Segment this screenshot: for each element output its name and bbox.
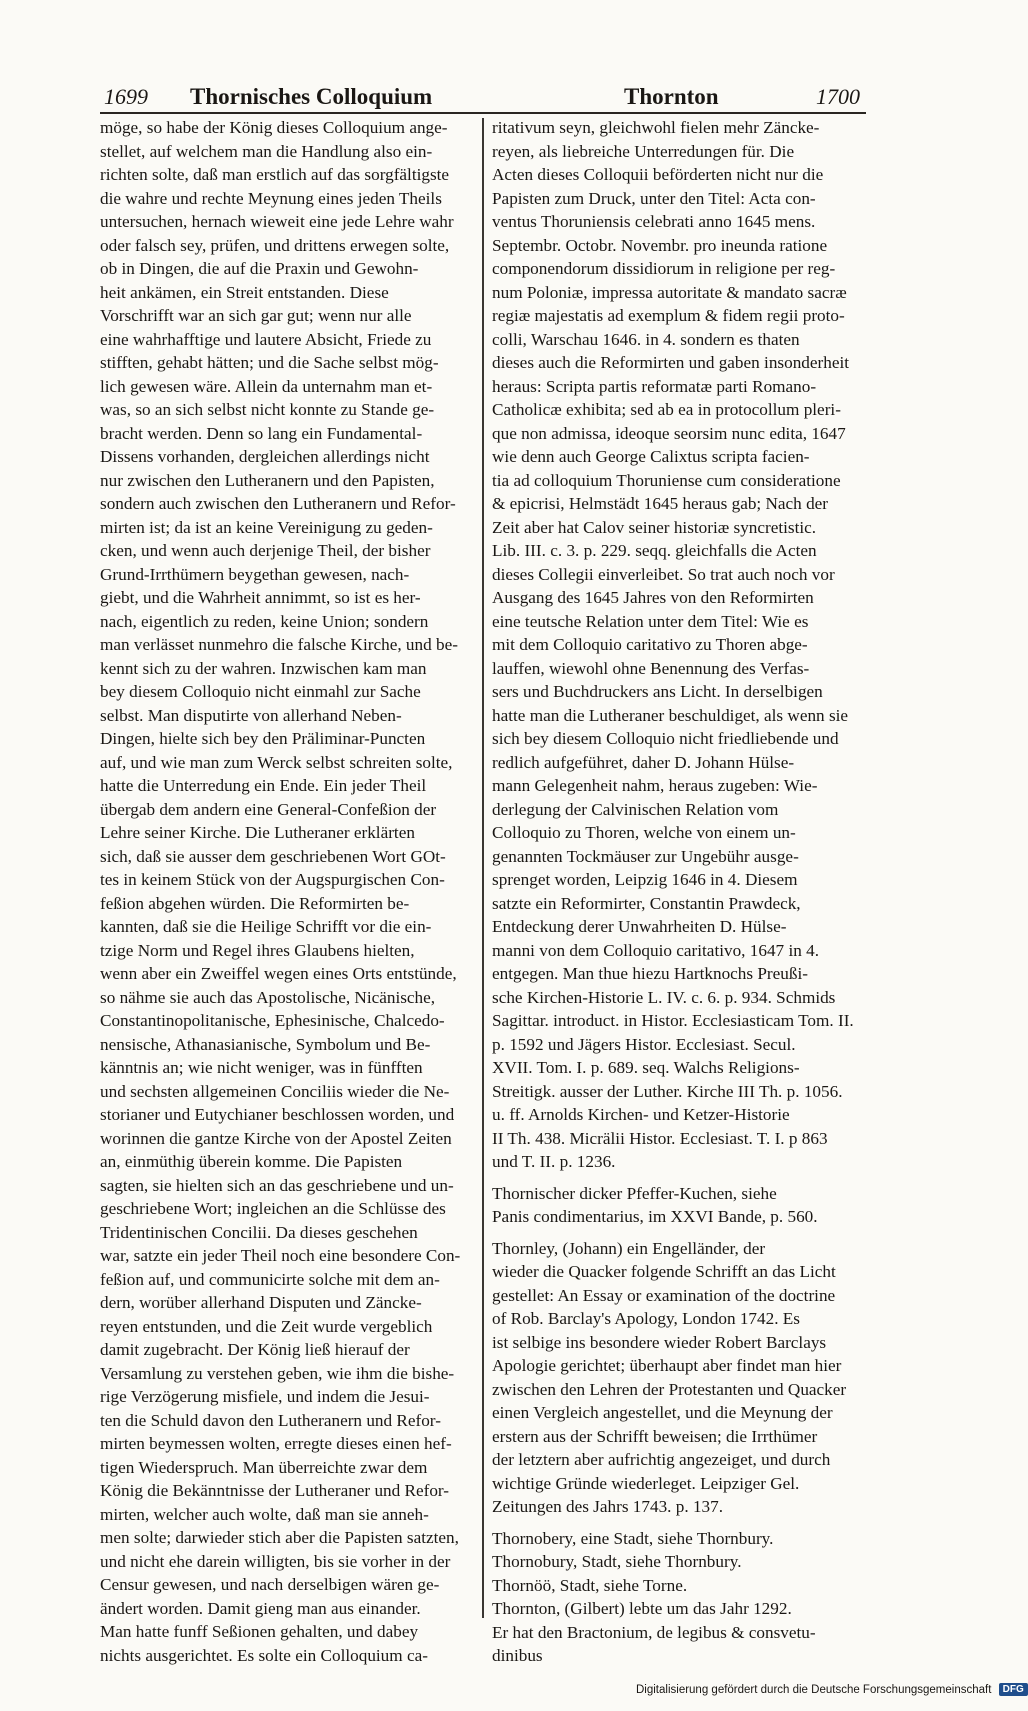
text-line: Thornischer dicker Pfeffer-Kuchen, siehe <box>492 1183 777 1203</box>
text-line: sich, daß sie ausser dem geschriebenen Wort GOt- <box>100 846 446 866</box>
text-line: giebt, und die Wahrheit annimmt, so ist es her- <box>100 588 421 607</box>
text-line: Dingen, hielte sich bey den Präliminar-Puncten <box>100 729 426 748</box>
text-line: Catholicæ exhibita; sed ab ea in protocollum pleri- <box>492 400 841 419</box>
text-line: tigen Wiederspruch. Man überreichte zwar dem <box>100 1457 428 1477</box>
credit-text: Digitalisierung gefördert durch die Deutsche Forschungsgemeinschaft <box>636 1683 992 1696</box>
text-line: ist selbige ins besondere wieder Robert Barclays <box>492 1332 827 1352</box>
text-line: damit zugebracht. Der König ließ hierauf der <box>100 1340 410 1359</box>
text-line: rige Verzögerung misfiele, und indem die Jesui- <box>100 1387 430 1406</box>
text-line: cken, und wenn auch derjenige Theil, der bisher <box>100 541 431 560</box>
text-line: kannten, daß sie die Heilige Schrifft vor die ein- <box>100 917 432 936</box>
text-line: nichts ausgerichtet. Es solte ein Colloquium ca- <box>100 1645 428 1665</box>
text-line: wenn aber ein Zweiffel wegen eines Orts entstünde, <box>100 964 457 983</box>
text-line: entgegen. Man thue hiezu Hartknochs Preußi- <box>492 964 808 983</box>
entry-gap <box>492 1174 864 1182</box>
text-line: sagten, sie hielten sich an das geschriebene und un- <box>100 1175 454 1195</box>
text-line: Thornley, (Johann) ein Engelländer, der <box>492 1238 766 1258</box>
text-line: möge, so habe der König dieses Colloquium ange- <box>100 118 448 137</box>
entry-pfeffer-kuchen <box>492 1182 864 1229</box>
text-line: oder falsch sey, prüfen, und drittens erwegen solte, <box>100 235 450 255</box>
text-line: mirten beymessen wolten, erregte dieses einen hef- <box>100 1434 452 1453</box>
text-line: heit ankämen, ein Streit entstanden. Diese <box>100 282 389 302</box>
digitization-credit <box>636 1683 1024 1705</box>
text-line: Dissens vorhanden, dergleichen allerdings nicht <box>100 447 430 466</box>
text-line: genannten Tockmäuser zur Ungebühr ausge- <box>492 846 799 866</box>
text-line: Septembr. Octobr. Novembr. pro ineunda ratione <box>492 235 828 255</box>
text-line: nensische, Athanasianische, Symbolum und Be- <box>100 1034 431 1054</box>
text-line: que non admissa, ideoque seorsim nunc edita, 1647 <box>492 423 846 443</box>
text-line: mirten ist; da ist an keine Vereinigung zu geden- <box>100 517 433 537</box>
text-line: mit dem Colloquio caritativo zu Thoren abge- <box>492 635 808 654</box>
text-line: der letztern aber aufrichtig angezeiget, und durch <box>492 1450 831 1469</box>
text-line: feßion abgehen würden. Die Reformirten be- <box>100 893 410 913</box>
text-line: nur zwischen den Lutheranern und den Papisten, <box>100 470 435 490</box>
text-line: Zeitungen des Jahrs 1743. p. 137. <box>492 1497 724 1516</box>
text-line: men solte; darwieder stich aber die Papisten satzten, <box>100 1528 459 1547</box>
text-line: feßion auf, und communicirte solche mit dem an- <box>100 1269 440 1289</box>
text-line: und sechsten allgemeinen Conciliis wieder die Ne- <box>100 1081 450 1101</box>
text-line: storianer und Eutychianer beschlossen worden, und <box>100 1105 455 1124</box>
text-line: Zeit aber hat Calov seiner historiæ syncretistic. <box>492 517 817 537</box>
text-line: num Poloniæ, impressa autoritate & mandato sacræ <box>492 282 847 302</box>
text-line: u. ff. Arnolds Kirchen- und Ketzer-Historie <box>492 1105 790 1124</box>
text-line: colli, Warschau 1646. in 4. sondern es thaten <box>492 329 800 349</box>
text-line: nach, eigentlich zu reden, keine Union; sondern <box>100 611 429 631</box>
text-line: wieder die Quacker folgende Schrifft an das Licht <box>492 1262 836 1281</box>
text-line: bracht werden. Denn so lang ein Fundamental- <box>100 423 423 443</box>
text-line: Tridentinischen Concilii. Da dieses geschehen <box>100 1222 418 1242</box>
entry-thornisches-colloquium-continued <box>492 116 864 1174</box>
text-line: mann Gelegenheit nahm, heraus zugeben: Wie- <box>492 776 818 795</box>
text-line: Thornöö, Stadt, siehe Torne. <box>492 1575 688 1595</box>
entry-gap <box>492 1229 864 1237</box>
text-line: wichtige Gründe wiederleget. Leipziger Gel. <box>492 1473 800 1493</box>
text-line: Vorschrifft war an sich gar gut; wenn nur alle <box>100 306 412 325</box>
text-line: was, so an sich selbst nicht konnte zu Stande ge- <box>100 400 435 419</box>
text-line: Grund-Irrthümern beygethan gewesen, nach- <box>100 564 410 584</box>
text-line: übergab dem andern eine General-Confeßion der <box>100 799 437 819</box>
text-line: Constantinopolitanische, Ephesinische, Chalcedo- <box>100 1011 445 1030</box>
text-line: heraus: Scripta partis reformatæ parti Romano- <box>492 376 817 396</box>
text-line: derlegung der Calvinischen Relation vom <box>492 799 779 819</box>
text-line: war, satzte ein jeder Theil noch eine besondere Con- <box>100 1246 461 1265</box>
text-line: sprenget worden, Leipzig 1646 in 4. Diesem <box>492 870 798 889</box>
text-line: ten die Schuld davon den Lutheranern und Refor- <box>100 1410 441 1430</box>
text-line: Lehre seiner Kirche. Die Lutheraner erklärten <box>100 823 415 842</box>
text-line: ritativum seyn, gleichwohl fielen mehr Zäncke- <box>492 118 820 137</box>
text-line: Papisten zum Druck, unter den Titel: Acta con- <box>492 188 816 208</box>
text-line: dern, worüber allerhand Disputen und Zäncke- <box>100 1293 422 1312</box>
text-line: König die Bekänntnisse der Lutheraner und Refor- <box>100 1481 450 1500</box>
text-line: sche Kirchen-Historie L. IV. c. 6. p. 934. Schmids <box>492 987 836 1007</box>
text-line: satzte ein Reformirter, Constantin Prawdeck, <box>492 893 801 913</box>
text-line: und nicht ehe darein willigten, bis sie vorher in der <box>100 1551 451 1571</box>
left-column <box>100 116 472 1667</box>
text-line: Censur gewesen, und nach derselbigen wären ge- <box>100 1575 440 1594</box>
text-line: Colloquio zu Thoren, welche von einem un- <box>492 823 796 842</box>
text-line: worinnen die gantze Kirche von der Apostel Zeiten <box>100 1128 452 1148</box>
text-line: Lib. III. c. 3. p. 229. seqq. gleichfalls die Acten <box>492 541 817 560</box>
text-line: tia ad colloquium Thoruniense cum consideratione <box>492 470 841 490</box>
text-line: zwischen den Lehren der Protestanten und Quacker <box>492 1379 847 1399</box>
header-rule <box>100 112 866 114</box>
text-line: stifften, gehabt hätten; und die Sache selbst mög- <box>100 353 439 372</box>
text-line: p. 1592 und Jägers Histor. Ecclesiast. Secul. <box>492 1034 796 1054</box>
text-line: of Rob. Barclay's Apology, London 1742. Es <box>492 1309 800 1328</box>
text-line: mirten, welcher auch wolte, daß man sie anneh- <box>100 1504 429 1524</box>
text-line: manni von dem Colloquio caritativo, 1647 in 4. <box>492 940 819 960</box>
text-line: und T. II. p. 1236. <box>492 1152 616 1171</box>
text-line: hatte man die Lutheraner beschuldiget, als wenn sie <box>492 705 849 725</box>
text-line: hatte die Unterredung ein Ende. Ein jeder Theil <box>100 776 427 795</box>
text-line: so nähme sie auch das Apostolische, Nicänische, <box>100 987 436 1007</box>
text-line: dinibus <box>492 1646 543 1665</box>
text-line: dieses auch die Reformirten und gaben insonderheit <box>492 353 850 372</box>
text-line: einen Vergleich angestellet, und die Meynung der <box>492 1403 833 1422</box>
text-line: bey diesem Colloquio nicht einmahl zur Sache <box>100 682 421 701</box>
text-line: stellet, auf welchem man die Handlung also ein- <box>100 141 433 161</box>
text-line: ob in Dingen, die auf die Praxin und Gewohn- <box>100 259 419 278</box>
text-line: untersuchen, hernach wieweit eine jede Lehre wahr <box>100 212 454 231</box>
page-number-left: 1699 <box>104 84 148 109</box>
running-title-right: Thornton <box>624 84 719 109</box>
text-line: Thornton, (Gilbert) lebte um das Jahr 1292. <box>492 1599 792 1618</box>
text-line: Thornobury, Stadt, siehe Thornbury. <box>492 1552 742 1571</box>
text-line: Versamlung zu verstehen geben, wie ihm die bishe- <box>100 1363 455 1383</box>
text-line: reyen entstunden, und die Zeit wurde vergeblich <box>100 1316 433 1336</box>
text-line: eine wahrhafftige und lautere Absicht, Friede zu <box>100 329 432 349</box>
text-line: Er hat den Bractonium, de legibus & consvetu- <box>492 1622 816 1642</box>
text-line: richten solte, daß man erstlich auf das sorgfältigste <box>100 165 450 184</box>
text-line: redlich aufgeführet, daher D. Johann Hülse- <box>492 752 795 772</box>
text-line: wie denn auch George Calixtus scripta facien- <box>492 447 810 466</box>
text-line: II Th. 438. Micrälii Histor. Ecclesiast. T. I. p 863 <box>492 1128 828 1148</box>
text-line: reyen, als liebreiche Unterredungen für. Die <box>492 141 795 161</box>
text-line: sondern auch zwischen den Lutheranern und Refor- <box>100 494 456 513</box>
text-line: gestellet: An Essay or examination of the doctrine <box>492 1285 836 1305</box>
right-column <box>492 116 864 1668</box>
text-line: sich bey diesem Colloquio nicht friedliebende und <box>492 729 839 748</box>
text-line: Streitigk. ausser der Luther. Kirche III Th. p. 1056. <box>492 1081 843 1101</box>
dfg-logo: DFG <box>999 1683 1028 1696</box>
text-line: Ausgang des 1645 Jahres von den Reformirten <box>492 588 814 607</box>
text-line: Apologie gerichtet; überhaupt aber findet man hier <box>492 1356 842 1375</box>
text-line: Acten dieses Colloquii beförderten nicht nur die <box>492 165 824 184</box>
entry-thornley <box>492 1237 864 1519</box>
text-line: selbst. Man disputirte von allerhand Neben- <box>100 705 402 725</box>
text-line: ändert worden. Damit gieng man aus einander. <box>100 1598 421 1618</box>
text-line: kennt sich zu der wahren. Inzwischen kam man <box>100 658 427 678</box>
page-number-right: 1700 <box>816 84 860 109</box>
text-line: & epicrisi, Helmstädt 1645 heraus gab; Nach der <box>492 494 829 513</box>
text-line: geschriebene Wort; ingleichen an die Schlüsse des <box>100 1199 446 1218</box>
text-line: XVII. Tom. I. p. 689. seq. Walchs Religions- <box>492 1058 800 1077</box>
text-line: erstern aus der Schrifft beweisen; die Irrthümer <box>492 1426 818 1446</box>
text-line: Entdeckung derer Unwahrheiten D. Hülse- <box>492 917 787 936</box>
text-line: an, einmüthig überein komme. Die Papisten <box>100 1152 403 1171</box>
text-line: sers und Buchdruckers ans Licht. In derselbigen <box>492 682 823 701</box>
column-divider <box>482 118 484 1618</box>
text-line: Man hatte funff Seßionen gehalten, und dabey <box>100 1622 419 1641</box>
text-line: eine teutsche Relation unter dem Titel: Wie es <box>492 611 809 631</box>
text-line: Sagittar. introduct. in Histor. Ecclesiasticam Tom. II. <box>492 1011 854 1030</box>
text-line: lauffen, wiewohl ohne Benennung des Verfas- <box>492 658 810 678</box>
text-line: Thornobery, eine Stadt, siehe Thornbury. <box>492 1528 774 1548</box>
text-line: Panis condimentarius, im XXVI Bande, p. 560. <box>492 1207 818 1226</box>
text-line: känntnis an; wie nicht weniger, was in fünfften <box>100 1058 423 1077</box>
text-line: lich gewesen wäre. Allein da unternahm man et- <box>100 376 433 396</box>
text-line: regiæ majestatis ad exemplum & fidem regii proto- <box>492 306 845 325</box>
text-line: dieses Collegii einverleibet. So trat auch noch vor <box>492 564 835 584</box>
entry-gap <box>492 1519 864 1527</box>
text-line: die wahre und rechte Meynung eines jeden Theils <box>100 188 442 208</box>
entry-thornobery-thornton <box>492 1527 864 1668</box>
text-line: tzige Norm und Regel ihres Glaubens hielten, <box>100 940 415 960</box>
text-line: man verlässet nunmehro die falsche Kirche, und be- <box>100 635 458 654</box>
text-line: ventus Thoruniensis celebrati anno 1645 mens. <box>492 212 816 231</box>
text-line: componendorum dissidiorum in religione per reg- <box>492 259 836 278</box>
text-line: auf, und wie man zum Werck selbst schreiten solte, <box>100 752 453 772</box>
text-line: tes in keinem Stück von der Augspurgischen Con- <box>100 870 445 889</box>
running-title-left: Thornisches Colloquium <box>190 84 433 109</box>
